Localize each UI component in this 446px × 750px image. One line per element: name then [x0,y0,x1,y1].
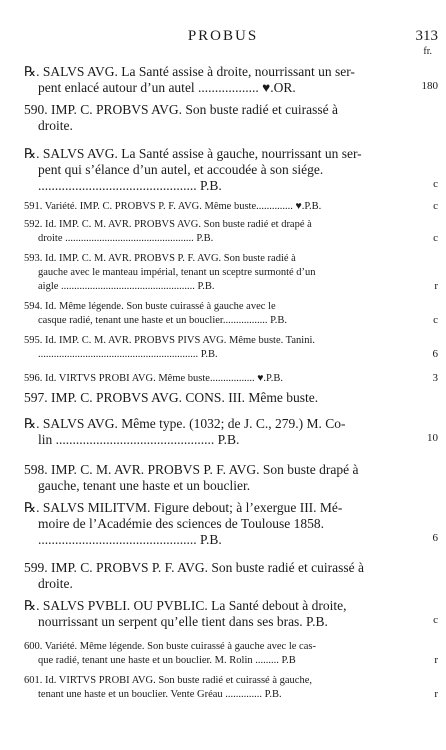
entry-line: ℞. SALVS AVG. La Santé assise à gauche, nourrissant un ser- [24,146,362,161]
entry-line: pent enlacé autour d’un autel .................. ♥.OR. [38,80,296,95]
entry-text [24,598,400,630]
entry-text [24,462,400,494]
entry-line: 591. Variété. IMP. C. PROBVS P. F. AVG. Même buste.............. ♥.P.B. [24,201,322,212]
entry-line: lin ............................................... P.B. [38,432,240,447]
entry-line: droite ................................................. P.B. [38,233,214,244]
entry-text [24,416,400,448]
entry-line: pent qui s’élance d’un autel, et accoudée à son siége. [38,162,324,177]
entry-text [24,102,400,134]
entry-text [24,146,400,194]
entry-text [24,252,400,294]
entry-line: 598. IMP. C. M. AVR. PROBVS P. F. AVG. Son buste drapé à [24,462,359,477]
entry-line: ℞. SALVS AVG. Même type. (1032; de J. C., 279.) M. Co- [24,416,346,431]
rarity-price: 3 [432,372,438,384]
entry-line: que radié, tenant une haste et un bouclier. M. Rolin ......... P.B [38,655,296,666]
entry-line: droite. [38,118,73,133]
entry-text [24,500,400,548]
rarity-price: 6 [432,348,438,360]
rarity-price: c [433,178,438,190]
entry-line: gauche, tenant une haste et un bouclier. [38,478,251,493]
entry-line: 599. IMP. C. PROBVS P. F. AVG. Son buste radié et cuirassé à [24,560,364,575]
entry-line: tenant une haste et un bouclier. Vente Gréau .............. P.B. [38,689,282,700]
page-number: 313 [415,28,438,44]
page-title: PROBUS [187,28,259,44]
entry-line: moire de l’Académie des sciences de Toulouse 1858. [38,516,324,531]
entry-line: ............................................... P.B. [38,532,222,547]
rarity-price: r [434,280,438,292]
entry-line: 601. Id. VIRTVS PROBI AVG. Son buste radié et cuirassé à gauche, [24,675,312,686]
entry-line: nourrissant un serpent qu’elle tient dans ses bras. P.B. [38,614,328,629]
entry-line: droite. [38,576,73,591]
rarity-price: 10 [427,432,438,444]
entry-line: ............................................... P.B. [38,178,222,193]
rarity-price: 180 [421,80,438,92]
entry-text [24,218,400,246]
entry-line: gauche avec le manteau impérial, tenant un sceptre surmonté d’un [38,267,316,278]
entry-line: 600. Variété. Même légende. Son buste cuirassé à gauche avec le cas- [24,641,316,652]
entry-line: 590. IMP. C. PROBVS AVG. Son buste radié et cuirassé à [24,102,339,117]
entry-line: 593. Id. IMP. C. M. AVR. PROBVS P. F. AVG. Son buste radié à [24,253,296,264]
entry-text [24,334,400,362]
entry-text [24,200,400,214]
entry-line: 596. Id. VIRTVS PROBI AVG. Même buste................. ♥.P.B. [24,373,283,384]
rarity-price: c [433,200,438,212]
entry-text [24,640,400,668]
rarity-price: c [433,314,438,326]
entry-text [24,674,400,702]
rarity-price: 6 [432,532,438,544]
entry-line: casque radié, tenant une haste et un bouclier................. P.B. [38,315,288,326]
entry-line: 594. Id. Même légende. Son buste cuirassé à gauche avec le [24,301,276,312]
page-header [0,28,446,46]
entry-line: aigle ................................................... P.B. [38,281,215,292]
entry-text [24,372,400,386]
entry-text [24,64,400,96]
price-column-heading: fr. [423,46,432,57]
entry-line: ............................................................. P.B. [38,349,218,360]
entry-line: 595. Id. IMP. C. M. AVR. PROBVS PIVS AVG. Même buste. Tanini. [24,335,315,346]
rarity-price: c [433,232,438,244]
entry-line: 597. IMP. C. PROBVS AVG. CONS. III. Même buste. [24,390,319,405]
entry-line: ℞. SALVS AVG. La Santé assise à droite, nourrissant un ser- [24,64,355,79]
entry-text [24,390,400,406]
entry-line: ℞. SALVS PVBLI. OU PVBLIC. La Santé debout à droite, [24,598,347,613]
entry-line: ℞. SALVS MILITVM. Figure debout; à l’exergue III. Mé- [24,500,343,515]
entry-text [24,560,400,592]
entry-line: 592. Id. IMP. C. M. AVR. PROBVS AVG. Son buste radié et drapé à [24,219,312,230]
rarity-price: r [434,654,438,666]
entry-text [24,300,400,328]
rarity-price: r [434,688,438,700]
rarity-price: c [433,614,438,626]
